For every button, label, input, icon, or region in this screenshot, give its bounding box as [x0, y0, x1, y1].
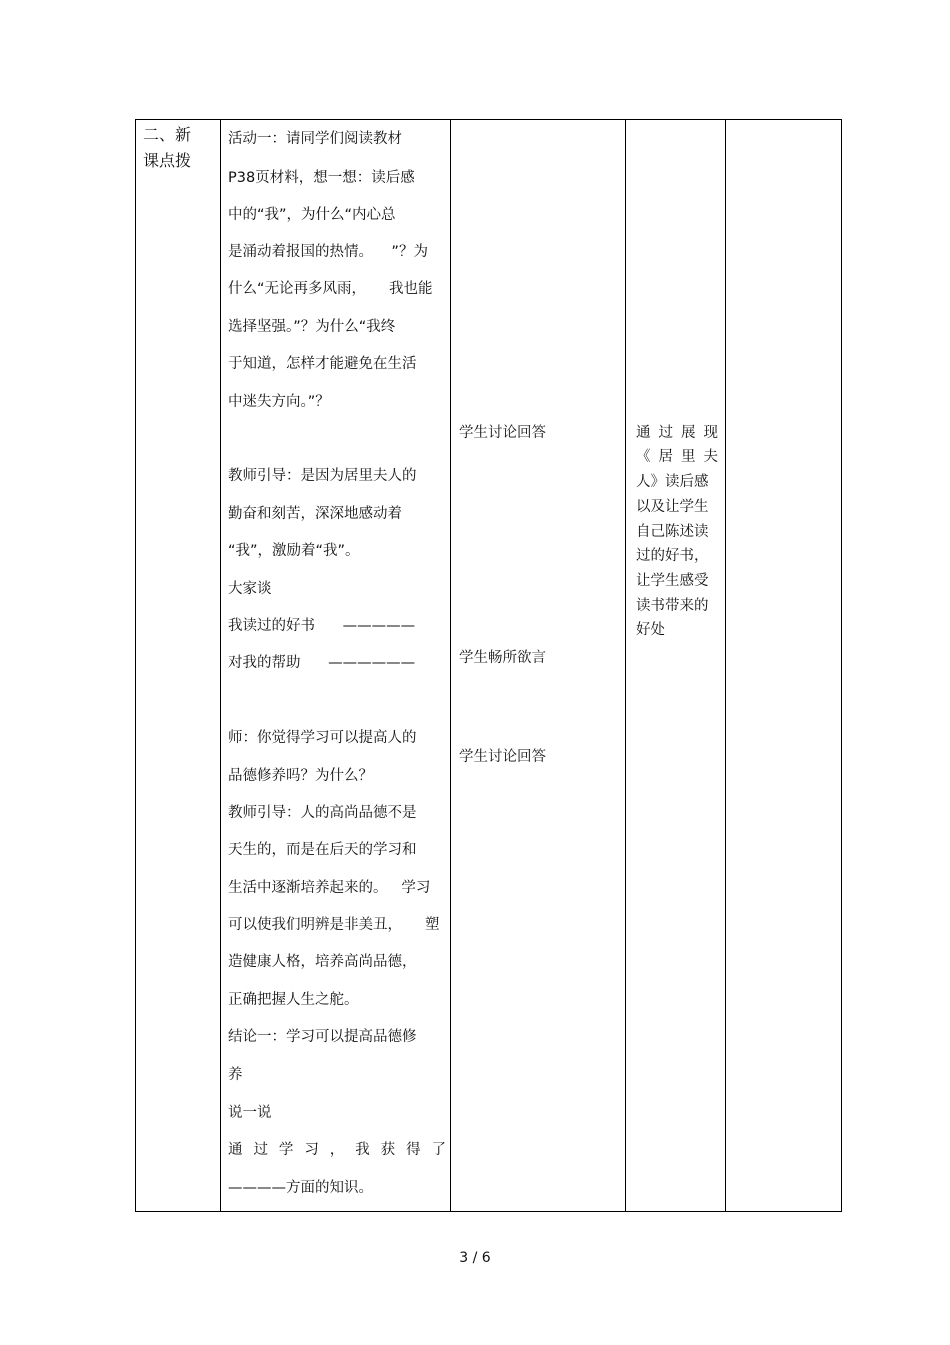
student-activity-line: 学生讨论回答	[459, 749, 546, 765]
teacher-activity-line: 结论一：学习可以提高品德修	[228, 1029, 417, 1045]
design-intent-line: 过的好书，	[636, 548, 709, 564]
teacher-activity-line: 养	[228, 1067, 243, 1083]
justified-char: 我	[355, 1142, 370, 1158]
design-intent-justified	[636, 445, 718, 466]
justified-char: 了	[431, 1142, 446, 1158]
design-intent-line: 以及让学生	[636, 499, 709, 515]
section-title	[143, 122, 213, 174]
teacher-activity-line: 中的“我”，为什么“内心总	[228, 207, 396, 223]
teacher-activity-line: 大家谈	[228, 581, 272, 597]
teacher-activity-line: 教师引导：人的高尚品德不是	[228, 805, 417, 821]
design-intent-line: 人》读后感	[636, 474, 709, 490]
design-intent-justified	[636, 421, 718, 442]
teacher-activity-line: 造健康人格，培养高尚品德，	[228, 954, 417, 970]
teacher-activity-line-justified	[228, 1138, 446, 1159]
column-divider	[220, 120, 221, 1211]
teacher-activity-line: 师：你觉得学习可以提高人的	[228, 730, 417, 746]
justified-char: 展	[681, 425, 696, 441]
justified-char: 得	[406, 1142, 421, 1158]
teacher-activity-line: 对我的帮助 ——————	[228, 655, 416, 671]
teacher-activity-line: 活动一：请同学们阅读教材	[228, 131, 402, 147]
student-activity-line: 学生讨论回答	[459, 425, 546, 441]
teacher-activity-line: P38页材料，想一想：读后感	[228, 170, 415, 186]
page-number: 3 / 6	[459, 1250, 491, 1266]
section-title-line: 二、新	[143, 125, 192, 144]
teacher-activity-line: 勤奋和刻苦，深深地感动着	[228, 506, 402, 522]
justified-char: 居	[658, 449, 673, 465]
justified-char: 获	[380, 1142, 396, 1158]
column-divider	[725, 120, 726, 1211]
justified-char: 通	[228, 1142, 243, 1158]
design-intent-line: 好处	[636, 622, 665, 638]
teacher-activity-line: 选择坚强。”？为什么“我终	[228, 319, 396, 335]
teacher-activity-line: 于知道，怎样才能避免在生活	[228, 356, 417, 372]
lesson-plan-table	[135, 119, 842, 1212]
justified-char: 夫	[703, 449, 718, 465]
design-intent-line: 让学生感受	[636, 573, 709, 589]
justified-char: 《	[636, 449, 651, 465]
justified-char: 里	[681, 449, 696, 465]
teacher-activity-line: 是涌动着报国的热情。 ”？为	[228, 244, 428, 260]
justified-char: 过	[253, 1142, 268, 1158]
teacher-activity-line: 中迷失方向。”？	[228, 394, 330, 410]
justified-char: 学	[278, 1142, 294, 1158]
section-title-line: 课点拨	[143, 151, 192, 170]
teacher-activity-line: 品德修养吗？为什么？	[228, 768, 373, 784]
column-divider	[450, 120, 451, 1211]
teacher-activity-line: 生活中逐渐培养起来的。 学习	[228, 880, 431, 896]
justified-char: 通	[636, 425, 651, 441]
teacher-activity-line: 正确把握人生之舵。	[228, 992, 359, 1008]
justified-char: 习	[304, 1142, 319, 1158]
teacher-activity-line: 可以使我们明辨是非美丑， 塑	[228, 917, 440, 933]
design-intent-line: 读书带来的	[636, 598, 709, 614]
teacher-activity-line: ————方面的知识。	[228, 1180, 373, 1196]
teacher-activity-line: 说一说	[228, 1105, 272, 1121]
design-intent-line: 自己陈述读	[636, 524, 709, 540]
teacher-activity-line: 什么“无论再多风雨， 我也能	[228, 281, 433, 297]
teacher-activity-line: 我读过的好书 —————	[228, 618, 416, 634]
teacher-activity-line: “我”，激励着“我”。	[228, 543, 360, 559]
justified-char: 过	[658, 425, 673, 441]
justified-char: 现	[703, 425, 718, 441]
column-divider	[625, 120, 626, 1211]
teacher-activity-line: 天生的，而是在后天的学习和	[228, 842, 417, 858]
teacher-activity-line: 教师引导：是因为居里夫人的	[228, 468, 417, 484]
justified-char: ，	[329, 1142, 345, 1158]
student-activity-line: 学生畅所欲言	[459, 650, 546, 666]
